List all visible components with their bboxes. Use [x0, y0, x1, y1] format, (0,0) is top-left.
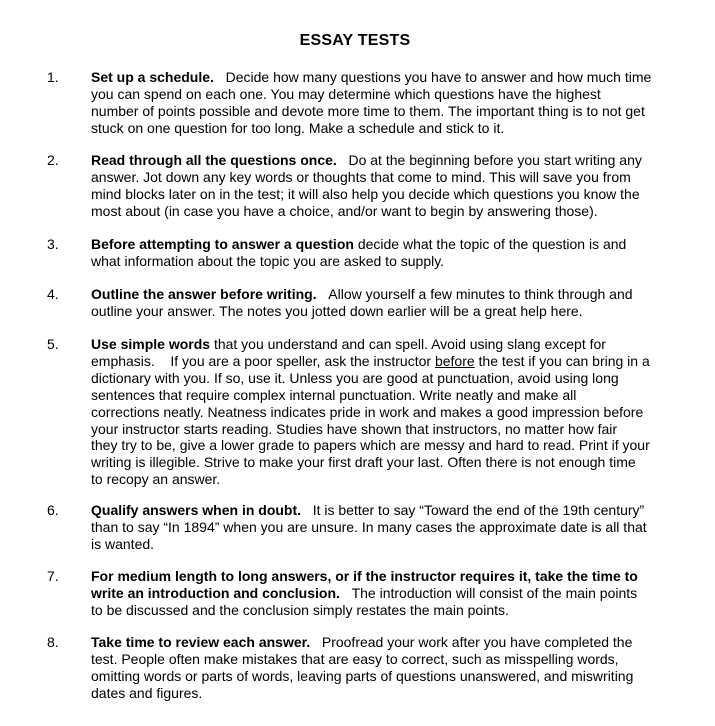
- item-line: decide what the topic of the question is and: [357, 236, 627, 252]
- item-heading: Take time to review each answer.: [91, 634, 311, 650]
- item-text: [91, 236, 671, 270]
- item-line: Allow yourself a few minutes to think through and: [328, 286, 633, 302]
- item-number: 4.: [47, 286, 59, 302]
- item-line: to recopy an answer.: [91, 471, 221, 488]
- item-line: number of points possible and devote more time to them. The important thing is to not get: [91, 102, 645, 119]
- item-line: dates and figures.: [91, 684, 203, 701]
- item-number: 6.: [47, 502, 59, 518]
- item-line: is wanted.: [91, 535, 155, 552]
- item-text: [91, 152, 671, 220]
- item-heading: Set up a schedule.: [91, 69, 214, 85]
- item-line: writing is illegible. Strive to make your first draft your last. Often there is not enough time: [91, 454, 636, 471]
- item-text: [91, 69, 671, 137]
- item-text: [91, 286, 671, 320]
- item-line: that you understand and can spell. Avoid using slang except for: [213, 336, 606, 352]
- item-line: what information about the topic you are asked to supply.: [91, 252, 445, 269]
- item-line: test. People often make mistakes that are easy to correct, such as misspelling words,: [91, 650, 619, 667]
- item-line: the test if you can bring in a: [474, 352, 650, 369]
- item-line: emphasis. If you are a poor speller, ask the instructor: [91, 352, 435, 369]
- item-number: 3.: [47, 236, 59, 252]
- item-line: your instructor starts reading. Studies have shown that instructors, no matter how fair: [91, 420, 618, 437]
- item-line: answer. Jot down any key words or thoughts that come to mind. This will save you from: [91, 168, 631, 185]
- item-number: 1.: [47, 69, 59, 85]
- item-line: stuck on one question for too long. Make a schedule and stick to it.: [91, 119, 505, 136]
- item-line: sentences that require complex internal punctuation. Write neatly and make all: [91, 386, 577, 403]
- item-number: 2.: [47, 152, 59, 168]
- document-title: ESSAY TESTS: [299, 32, 411, 49]
- item-line: Proofread your work after you have completed the: [321, 634, 633, 650]
- item-heading: Use simple words: [91, 336, 211, 352]
- emphasis-underlined: before: [434, 352, 475, 369]
- item-number: 7.: [47, 568, 59, 584]
- item-line: It is better to say “Toward the end of the 19th century”: [312, 502, 645, 518]
- item-line: dictionary with you. If so, use it. Unless you are good at punctuation, avoid using long: [91, 369, 619, 386]
- item-heading: Outline the answer before writing.: [91, 286, 317, 302]
- item-line: they try to be, give a lower grade to papers which are messy and hard to read. Print if your: [91, 437, 650, 454]
- item-line: omitting words or parts of words, leaving parts of questions unanswered, and miswriting: [91, 667, 634, 684]
- item-number: 5.: [47, 336, 59, 352]
- item-heading: Qualify answers when in doubt.: [91, 502, 302, 518]
- item-text: [91, 634, 671, 702]
- item-number: 8.: [47, 634, 59, 650]
- item-line: most about (in case you have a choice, and/or want to begin by answering those).: [91, 202, 598, 219]
- item-line: corrections neatly. Neatness indicates pride in work and makes a good impression before: [91, 403, 644, 420]
- item-text: [91, 336, 671, 488]
- item-text: [91, 502, 671, 553]
- item-line: The introduction will consist of the main points: [351, 584, 638, 601]
- item-line: Do at the beginning before you start writing any: [348, 152, 642, 168]
- item-heading: write an introduction and conclusion.: [91, 584, 340, 601]
- item-text: [91, 568, 671, 619]
- item-line: to be discussed and the conclusion simply restates the main points.: [91, 601, 509, 618]
- item-line: you can spend on each one. You may determine which questions have the highest: [91, 85, 601, 102]
- item-heading: Before attempting to answer a question: [91, 236, 354, 252]
- item-line: outline your answer. The notes you jotted down earlier will be a great help here.: [91, 302, 583, 319]
- item-line: Decide how many questions you have to answer and how much time: [225, 69, 652, 85]
- item-heading: Read through all the questions once.: [91, 152, 337, 168]
- item-line: mind blocks later on in the test; it will also help you decide which questions you know the: [91, 185, 640, 202]
- item-line: than to say “In 1894” when you are unsure. In many cases the approximate date is all that: [91, 518, 647, 535]
- item-heading: For medium length to long answers, or if the instructor requires it, take the time to: [91, 568, 638, 584]
